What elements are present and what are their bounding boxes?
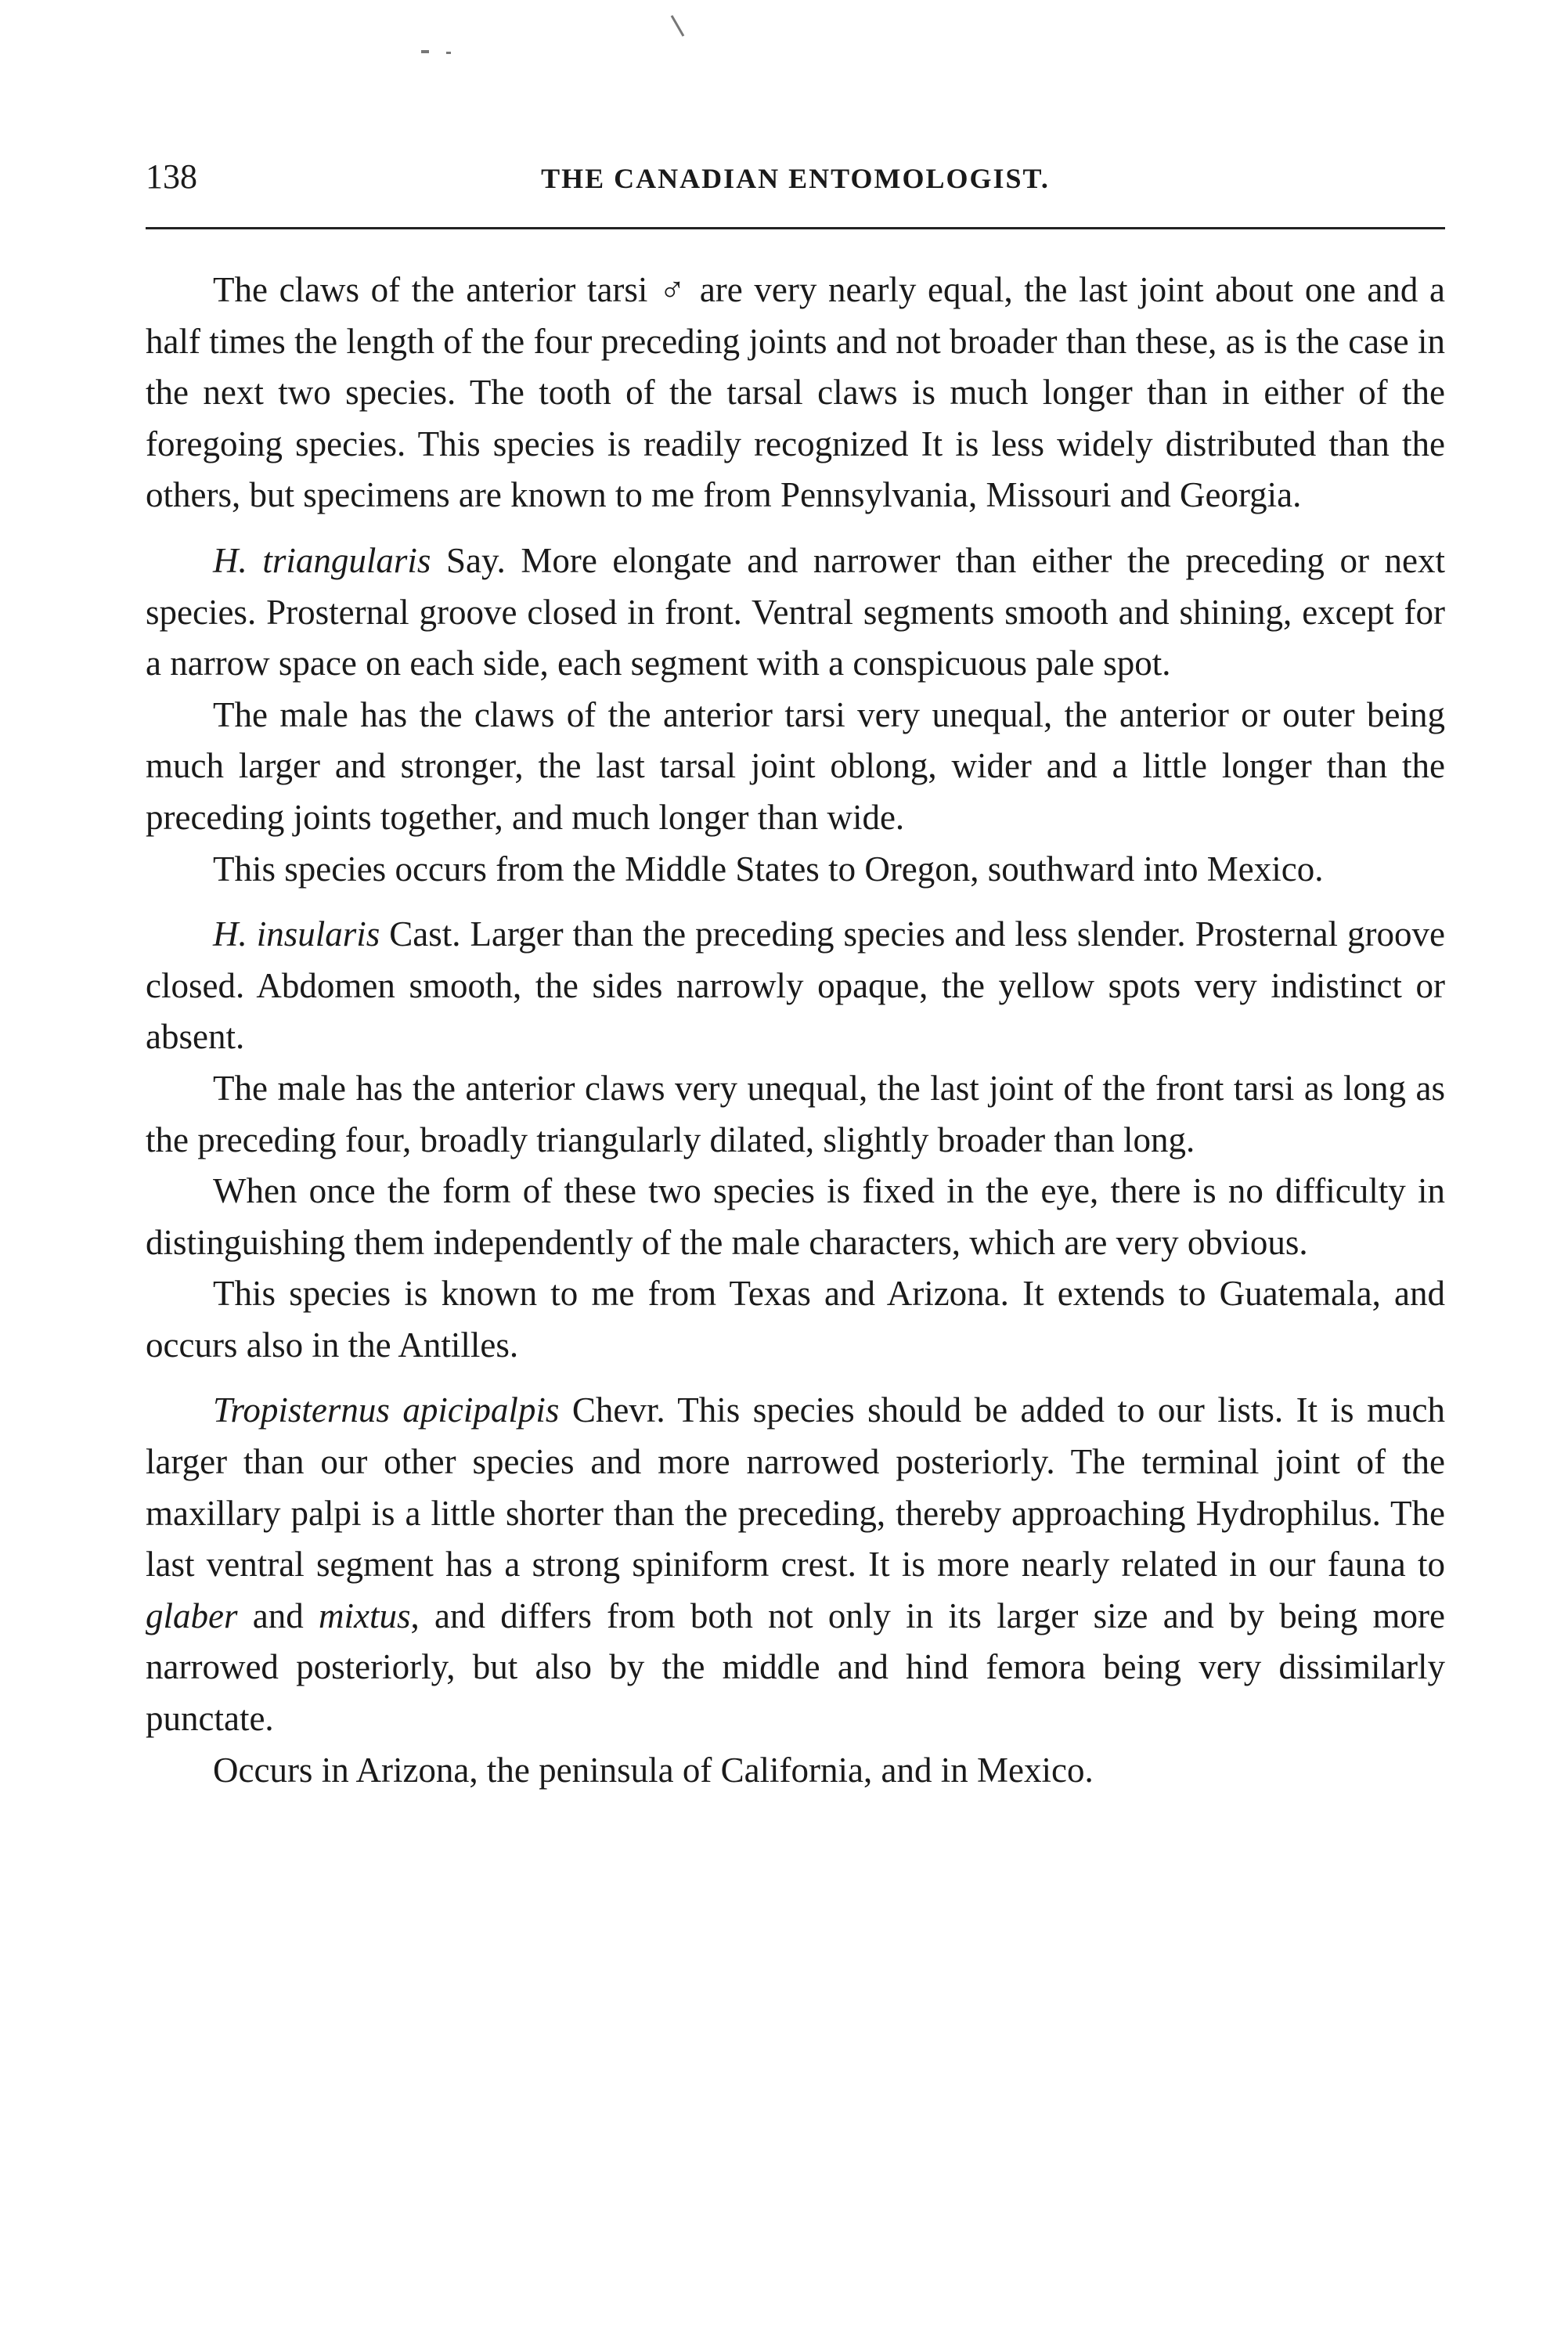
scan-speck	[446, 52, 451, 54]
paragraph-text: and	[237, 1596, 319, 1635]
paragraph-text: When once the form of these two species is fixed in the eye, there is no difficulty in distinguishing them independently of the male characters, which are very obvious.	[146, 1171, 1445, 1262]
species-name: H. insularis	[213, 914, 380, 954]
paragraph	[146, 690, 1445, 844]
paragraph	[146, 1268, 1445, 1371]
article-body	[146, 265, 1445, 1796]
species-paragraph	[146, 909, 1445, 1063]
paragraph-text: The male has the anterior claws very unequal, the last joint of the front tarsi as long as the preceding four, broadly triangularly dilated, slightly broader than long.	[146, 1068, 1445, 1159]
running-head	[146, 153, 1445, 200]
paragraph	[146, 1063, 1445, 1166]
paragraph	[146, 844, 1445, 896]
species-paragraph	[146, 1385, 1445, 1744]
species-name: glaber	[146, 1596, 238, 1635]
paragraph-text: The claws of the anterior tarsi ♂ are very nearly equal, the last joint about one and a half times the length of the four preceding joints and not broader than these, as is the case in the next two species. The tooth of the tarsal claws is much longer than in either of the foregoing species. This species is readily recognized It is less widely distributed than the others, but specimens are known to me from Pennsylvania, Missouri and Georgia.	[146, 270, 1445, 515]
paragraph-text: This species is known to me from Texas and Arizona. It extends to Guatemala, and occurs also in the Antilles.	[146, 1274, 1445, 1365]
species-name: Tropisternus apicipalpis	[213, 1390, 560, 1430]
paragraph-text: , and differs from both not only in its larger size and by being more narrowed posteriorly, but also by the middle and hind femora being very dissimilarly punctate.	[146, 1596, 1445, 1739]
paragraph	[146, 265, 1445, 521]
scan-speck	[421, 50, 429, 53]
scan-speck	[671, 15, 685, 36]
header-rule	[146, 227, 1445, 229]
paragraph	[146, 1166, 1445, 1268]
paragraph-text: Occurs in Arizona, the peninsula of California, and in Mexico.	[213, 1750, 1094, 1790]
species-name: mixtus	[319, 1596, 411, 1635]
page-number: 138	[146, 157, 197, 196]
paragraph	[146, 1745, 1445, 1797]
species-name: H. triangularis	[213, 540, 431, 580]
journal-title: THE CANADIAN ENTOMOLOGIST.	[541, 163, 1050, 194]
paragraph-text: Chevr. This species should be added to our lists. It is much larger than our other species and more narrowed posteriorly. The terminal joint of the maxillary palpi is a little shorter than the preceding, thereby approaching Hydrophilus. The last ventral segment has a strong spiniform crest. It is more nearly related in our fauna to	[146, 1390, 1445, 1585]
paragraph-text: This species occurs from the Middle States to Oregon, southward into Mexico.	[213, 849, 1324, 889]
paragraph-text: The male has the claws of the anterior tarsi very unequal, the anterior or outer being much larger and stronger, the last tarsal joint oblong, wider and a little longer than the preceding joints together, and much longer than wide.	[146, 694, 1445, 837]
species-paragraph	[146, 535, 1445, 690]
paragraph-text: Cast. Larger than the preceding species and less slender. Prosternal groove closed. Abdomen smooth, the sides narrowly opaque, the yellow spots very indistinct or absent.	[146, 914, 1445, 1057]
paragraph-text: Say. More elongate and narrower than either the preceding or next species. Prosternal groove closed in front. Ventral segments smooth and shining, except for a narrow space on each side, each segment with a conspicuous pale spot.	[146, 540, 1445, 683]
